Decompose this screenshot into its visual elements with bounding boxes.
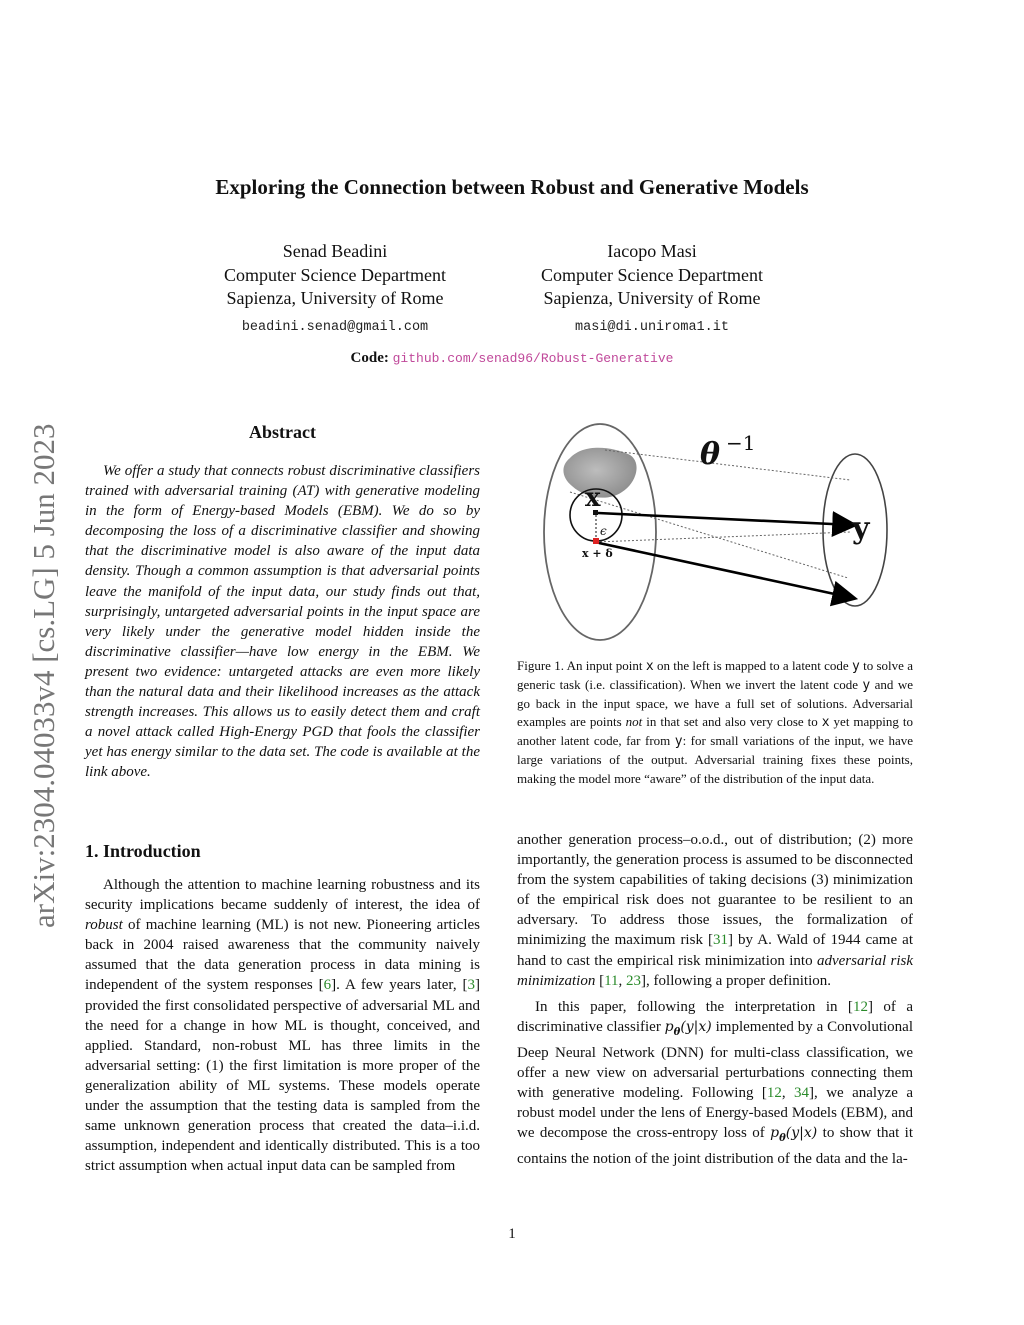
author-name: Senad Beadini xyxy=(282,241,388,261)
author-email: beadini.senad@gmail.com xyxy=(241,319,429,335)
citation-link[interactable]: 12 xyxy=(766,1084,782,1101)
intro-paragraph: Although the attention to machine learning robustness and its security implications became suddenly of interest, the idea of robust of machine learning (ML) is not new. Pioneering articles back in 2004 raised awareness that the community naively assumed that the data generation process in data mining is independent of the system responses [6]. A few years later, [3] provided the first consolidated perspective of adversarial ML and the need for a change in how ML is thought, conceived, and applied. Standard, non-robust ML has three limits in the adversarial setting: (1) the first limitation is more proper of the generalization ability of ML systems. These models operate under the assumption that the testing data is sampled from the same unknown generation process that created the data–i.i.d. assumption, independent and identically distributed. This is a too strict assumption when actual input data can be sampled from xyxy=(85,877,480,1175)
intro-heading: 1. Introduction xyxy=(85,841,201,861)
author-dept: Computer Science Department xyxy=(224,264,446,285)
page-number: 1 xyxy=(508,1226,516,1242)
citation-link[interactable]: 6 xyxy=(323,977,332,994)
y-label: y xyxy=(852,511,870,546)
abstract-heading: Abstract xyxy=(249,422,316,442)
author-2 xyxy=(487,240,817,339)
math-classifier: $p_\theta(y|x)$ xyxy=(664,1018,712,1038)
author-1 xyxy=(170,240,500,339)
math-classifier: $p_\theta(y|x)$ xyxy=(770,1125,818,1144)
code-line xyxy=(0,350,1024,367)
code-link[interactable]: github.com/senad96/Robust-Generative xyxy=(392,351,674,366)
abstract-text: We offer a study that connects robust discriminative classifiers trained with adversarial training (AT) with generative modeling in the form of Energy-based Models (EBM). We do so by decomposing the loss of a discriminative classifier and showing that the discriminative model is also aware of the input data density. Though a common assumption is that adversarial points leave the manifold of the input data, our study finds out that, surprisingly, untargeted adversarial points in the input space are very likely under the generative model hidden inside the discriminative classifier—have low energy in the EBM. We present two evidence: untargeted attacks are even more likely than the natural data and their likelihood increases as the attack strength increases. This allows us to easily detect them and craft a novel attack called High-Energy PGD that fools the classifier yet has energy similar to the data set. The code is available at the link above. xyxy=(85,463,480,781)
code-label: Code: xyxy=(350,350,389,366)
right-paragraph-2: In this paper, following the interpretation in [12] of a discriminative classifier $p_\theta(y|x)$ implemented by a Convolutional Deep Neural Network (DNN) for multi-class classification, we offer a new view on adversarial perturbations connecting them with generative modeling. Following [12, 34], we analyze a robust model under the lens of Energy-based Models (EBM), and we decompose the cross-entropy loss of $p_\theta(y|x)$ to show that it contains the notion of the joint distribution of the data and the la- xyxy=(517,998,913,1167)
paper-title: Exploring the Connection between Robust and Generative Models xyxy=(215,175,809,199)
right-column-text xyxy=(517,830,913,1169)
figure-1-diagram xyxy=(530,420,920,650)
theta-exponent: −1 xyxy=(726,431,756,455)
figure-1-caption: Figure 1. An input point x on the left is mapped to a latent code y to solve a generic task (i.e. classification). When we invert the latent code y and we go back in the input space, we have a full set of solutions. Adversarial examples are points not in that set and also very close to x yet mapping to another latent code, far from y: for small variations of the input, we have large variations of the output. Adversarial training fixes these points, making the model more “aware” of the distribution of the input data. xyxy=(517,658,914,786)
author-name: Iacopo Masi xyxy=(607,241,697,261)
arxiv-identifier: arXiv:2304.04033v4 [cs.LG] 5 Jun 2023 xyxy=(26,423,61,928)
citation-link[interactable]: 31 xyxy=(712,932,728,949)
citation-link[interactable]: 34 xyxy=(794,1084,810,1101)
x-label: x xyxy=(585,483,601,513)
mapping-arrow-adv xyxy=(599,543,853,598)
point-x-delta xyxy=(593,538,599,544)
author-univ: Sapienza, University of Rome xyxy=(226,288,444,308)
epsilon-label: ϵ xyxy=(600,524,607,538)
dotted-mapping-line xyxy=(596,532,850,542)
author-univ: Sapienza, University of Rome xyxy=(543,288,761,308)
citation-link[interactable]: 11 xyxy=(604,972,619,989)
citation-link[interactable]: 23 xyxy=(626,972,642,989)
citation-link[interactable]: 12 xyxy=(852,998,868,1015)
theta-label: θ xyxy=(700,437,721,472)
right-paragraph-1: another generation process–o.o.d., out of distribution; (2) more importantly, the generation process is assumed to be disconnected from the system capabilities of taking decisions (3) minimization of the empirical risk does not guarantee to be resilient to an adversary. To address those issues, the formalization of minimizing the maximum risk [31] by A. Wald of 1944 came at hand to cast the empirical risk minimization into adversarial risk minimization [11, 23], following a proper definition. xyxy=(517,832,913,989)
author-dept: Computer Science Department xyxy=(541,264,763,285)
x-delta-label: x + δ xyxy=(582,547,613,560)
author-email: masi@di.uniroma1.it xyxy=(575,319,729,335)
citation-link[interactable]: 3 xyxy=(467,977,475,994)
mapping-arrow-x xyxy=(598,513,853,525)
